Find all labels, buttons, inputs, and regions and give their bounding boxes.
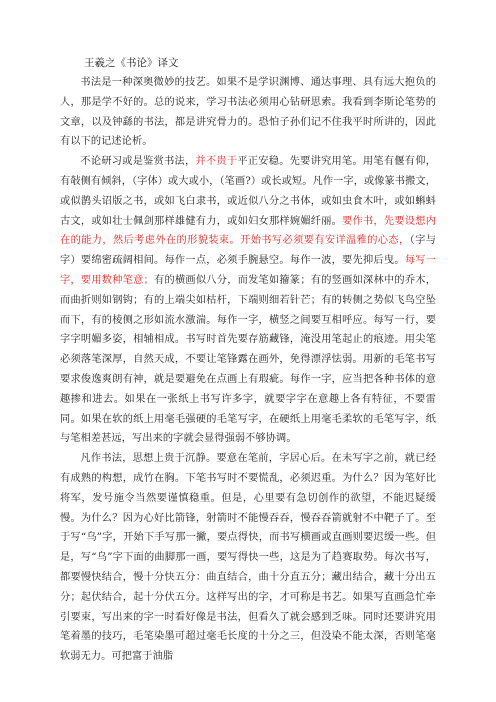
paragraph-2-text-2: 平正安稳。先要讲究用笔。用笔有偃有仰，有敧侧有倾斜，（字体）或大或小，（笔画?）或长或短。凡作一字，或像篆书搬文，或似鹊头诏版之书，或如飞白隶书，或近似八分之书体，或如虫食木叶，或如蝌蚪古文，或如壮士佩剑那样雄健有力，或如妇女那样婉媚纤丽。 [60, 156, 436, 227]
document-title: 王羲之《书论》译文 [84, 57, 179, 69]
paragraph-2-highlight-2: 要作书，先要设想内在的能力，然后考虑外在的形貌装束。开始书写必须要有安详温雅的心态， [60, 215, 437, 247]
paragraph-2-text-1: 不论研习或是鉴赏书法， [80, 156, 196, 168]
paragraph-2-highlight-3: 每写一字，要用数种笔意； [60, 255, 436, 286]
paragraph-1: 书法是一种深奥微妙的技艺。如果不是学识渊博、通达事理、具有远大抱负的人，那是学不好的。总的说来，学习书法必须用心钻研思索。我看到李斯论笔势的文章，以及钟繇的书法，都是讲究骨力的。恐怕子孙们记不住我平时所讲的，因此有以下的记述论析。 [60, 77, 436, 148]
paragraph-2-text-4: 有的横画似八分，而发笔如籀篆；有的竖画如深林中的乔木，而曲折则如钢钩；有的上端尖如枯杆，下端则细若针芒；有的转侧之势似飞鸟空坠而下，有的棱侧之形如流水激湍。每作一字，横竖之间要互相呼应。每写一行，要字字明媚多姿，相辅相成。书写时首先要存筋藏锋，淹没用笔起止的痕迹。用尖笔必须落笔深厚，自然天成，不要让笔锋露在画外，免得漂浮怯弱。用新的毛笔书写要求俊逸爽朗有神，就是要避免在点画上有瑕疵。每作一字，应当把各种书体的意趣掺和进去。如果在一张纸上书写许多字，就要字字在意趣上各有特征，不要雷同。如果在软的纸上用毫毛强硬的毛笔写字，在硬纸上用毫毛柔软的毛笔写字，纸与笔相差甚远，写出来的字就会显得强弱不够协调。 [60, 274, 437, 445]
paragraph-2 [60, 152, 436, 449]
paragraph-2-highlight-1: 并不贵于 [195, 156, 238, 168]
paragraph-2-text-3: （字与字）要绵密疏阔相间。每作一点，必须手腕悬空。每作一波，要先抑后曳。 [60, 235, 437, 267]
paragraph-3: 凡作书法，思想上贵于沉静。要意在笔前，字居心后。在未写字之前，就已经有成熟的构想，成竹在胸。下笔书写时不要慌乱，必须迟重。为什么？因为笔好比将军，发号施令当然要谨慎稳重。但是，心里要有急切创作的欲望，不能迟疑缓慢。为什么？因为心好比箭锋，射箭时不能慢吞吞，慢吞吞箭就射不中靶子了。至于写“乌”字，开始下手写那一撇，要点得快，而书写横画或直画则要迟缓一些。但是，写“乌”字下面的曲脚那一画，要写得快一些，这是为了趋赛取势。每次书写，都要慢快结合，慢十分快五分：曲直结合，曲十分直五分；藏出结合，藏十分出五分；起伏结合，起十分伏五分。这样写出的字，才可称是书艺。如果写直画急忙牵引要束，写出来的字一时看好像是书法，但看久了就会感到乏味。同时还要讲究用笔着墨的技巧，毛笔染墨可超过毫毛长度的十分之三，但没染不能太深，否则笔毫软弱无力。可把富于油脂 [60, 453, 436, 663]
